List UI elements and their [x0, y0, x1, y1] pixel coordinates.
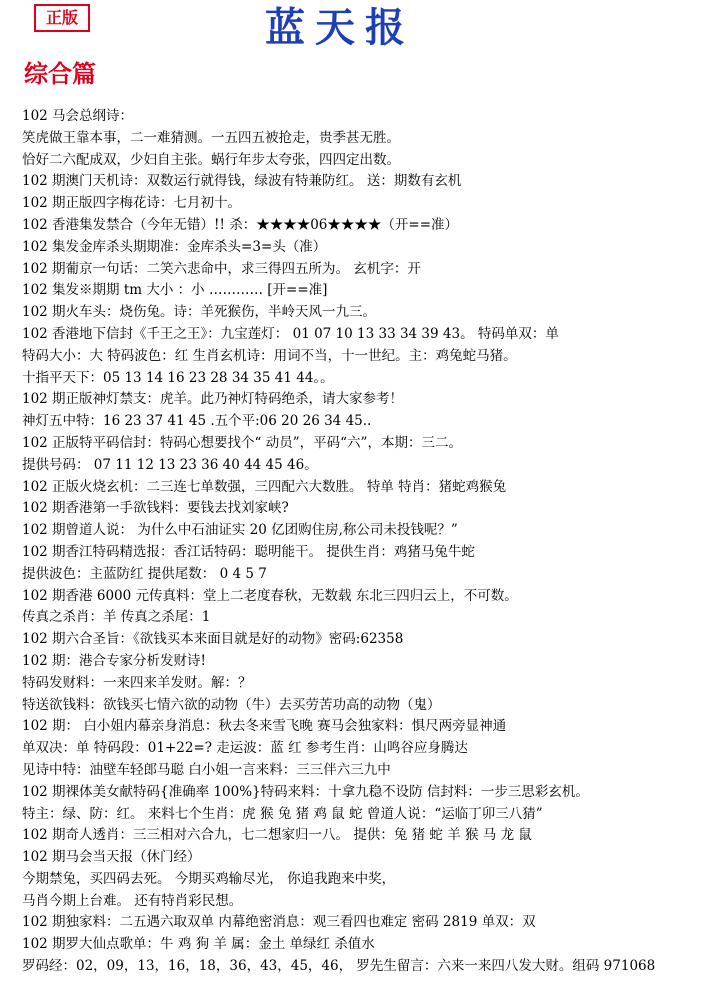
text-line: 单双决：单 特码段：01+22=? 走运波：蓝 红 参考生肖：山鸣谷应身腾达	[22, 740, 468, 757]
text-line: 特码发财料：一来四来羊发财。解：？	[22, 674, 252, 691]
text-line: 102 期曾道人说： 为什么中石油证实 20 亿团购住房,称公司未投钱呢？”	[22, 522, 458, 539]
text-line: 神灯五中特：16 23 37 41 45 .五个平:06 20 26 34 45..	[22, 413, 372, 430]
text-line: 特码大小：大 特码波色：红 生肖玄机诗：用词不当，十一世纪。主：鸡兔蛇马猪。	[22, 347, 517, 364]
text-line: 罗码经：02，09，13，16，18，36，43，45，46， 罗先生留言：六来一来四八发大财。组码 971068	[22, 958, 656, 975]
text-line: 特送欲钱料：欲钱买七情六欲的动物（牛）去买劳苦功高的动物（鬼）	[22, 696, 441, 713]
text-line: 102 正版火烧玄机：二三连七单数强，三四配六大数胜。 特单 特肖：猪蛇鸡猴兔	[22, 478, 507, 495]
newspaper-masthead: 蓝天报	[265, 4, 415, 51]
text-line: 提供波色：主蓝防红 提供尾数： 0 4 5 7	[22, 565, 267, 582]
text-line: 见诗中特：油壁车轻郎马聪 白小姐一言来料：三三伴六三九中	[22, 761, 391, 778]
text-line: 传真之杀肖：羊 传真之杀尾：1	[22, 609, 211, 626]
text-line: 102 期奇人透肖：三三相对六合九，七二想家归一八。 提供：兔 猪 蛇 羊 猴 马 龙 鼠	[22, 827, 532, 844]
text-line: 102 香港地下信封《千王之王》：九宝莲灯： 01 07 10 13 33 34 39 43。 特码单双：单	[22, 325, 559, 342]
text-line: 102 香港集发禁合（今年无错）!! 杀：★★★★06★★★★（开==准）	[22, 216, 459, 233]
text-line: 102 集发※期期 tm 大小 ：小 ………… [开==准]	[22, 282, 328, 299]
text-line: 102 期香江特码精选报：香江话特码：聪明能干。 提供生肖：鸡猪马兔牛蛇	[22, 543, 475, 560]
text-line: 恰好二六配成双，少妇自主张。蜗行年步太夸张，四四定出数。	[22, 151, 400, 168]
text-line: 102 期独家料：二五遇六取双单 内幕绝密消息：观三看四也难定 密码 2819 单双：双	[22, 914, 536, 931]
text-line: 特主：绿、防：红。 来料七个生肖：虎 猴 兔 猪 鸡 鼠 蛇 曾道人说：“运临丁卯三八猜”	[22, 805, 543, 822]
article-body	[22, 106, 694, 978]
text-line: 102 期正版神灯禁支：虎羊。此乃神灯特码绝杀，请大家参考！	[22, 391, 404, 408]
text-line: 102 马会总纲诗：	[22, 108, 134, 124]
text-line: 102 期： 白小姐内幕亲身消息：秋去冬来雪飞晚 赛马会独家料：惧尺两旁显神通	[22, 718, 507, 735]
section-title: 综合篇	[24, 60, 96, 88]
text-line: 102 期澳门天机诗：双数运行就得钱，绿波有特兼防红。 送：期数有玄机	[22, 173, 462, 190]
text-line: 102 正版特平码信封：特码心想要找个“ 动员”，平码“六”，本期：三二。	[22, 434, 462, 451]
text-line: 102 期六合圣旨：《欲钱买本来面目就是好的动物》密码:62358	[22, 631, 404, 648]
text-line: 今期禁兔，买四码去死。 今期买鸡输尽光， 你追我跑来中奖，	[22, 870, 396, 887]
text-line: 马肖今期上台难。 还有特肖彩民想。	[22, 892, 243, 909]
text-line: 102 期火车头：烧伤兔。诗：羊死猴伤，半岭天风一九三。	[22, 304, 377, 321]
text-line: 102 期香港第一手欲钱料：要钱去找刘家峡?	[22, 500, 289, 517]
text-line: 102 期香港 6000 元传真料：堂上二老度春秋，无数载 东北三四归云上，不可数。	[22, 587, 518, 604]
text-line: 102 期裸体美女献特码{准确率 100%}特码来料：十拿九稳不设防 信封料：一步三思彩玄机。	[22, 783, 589, 800]
text-line: 102 期：港合专家分析发财诗!	[22, 652, 206, 669]
authentic-badge: 正版	[34, 4, 90, 32]
text-line: 笑虎做王靠本事，二一难猜测。一五四五被抢走，贵季甚无胜。	[22, 129, 400, 146]
text-line: 102 集发金库杀头期期准：金库杀头=3=头（准）	[22, 238, 327, 255]
text-line: 十指平天下：05 13 14 16 23 28 34 35 41 44。。	[22, 369, 334, 386]
text-line: 提供号码： 07 11 12 13 23 36 40 44 45 46。	[22, 456, 318, 473]
text-line: 102 期罗大仙点歌单：牛 鸡 狗 羊 属：金土 单绿红 杀值水	[22, 936, 375, 953]
text-line: 102 期葡京一句话：二笑六悲命中，求三得四五所为。 玄机字：开	[22, 260, 421, 277]
text-line: 102 期马会当天报（休门经）	[22, 849, 201, 866]
text-line: 102 期正版四字梅花诗：七月初十。	[22, 195, 242, 212]
